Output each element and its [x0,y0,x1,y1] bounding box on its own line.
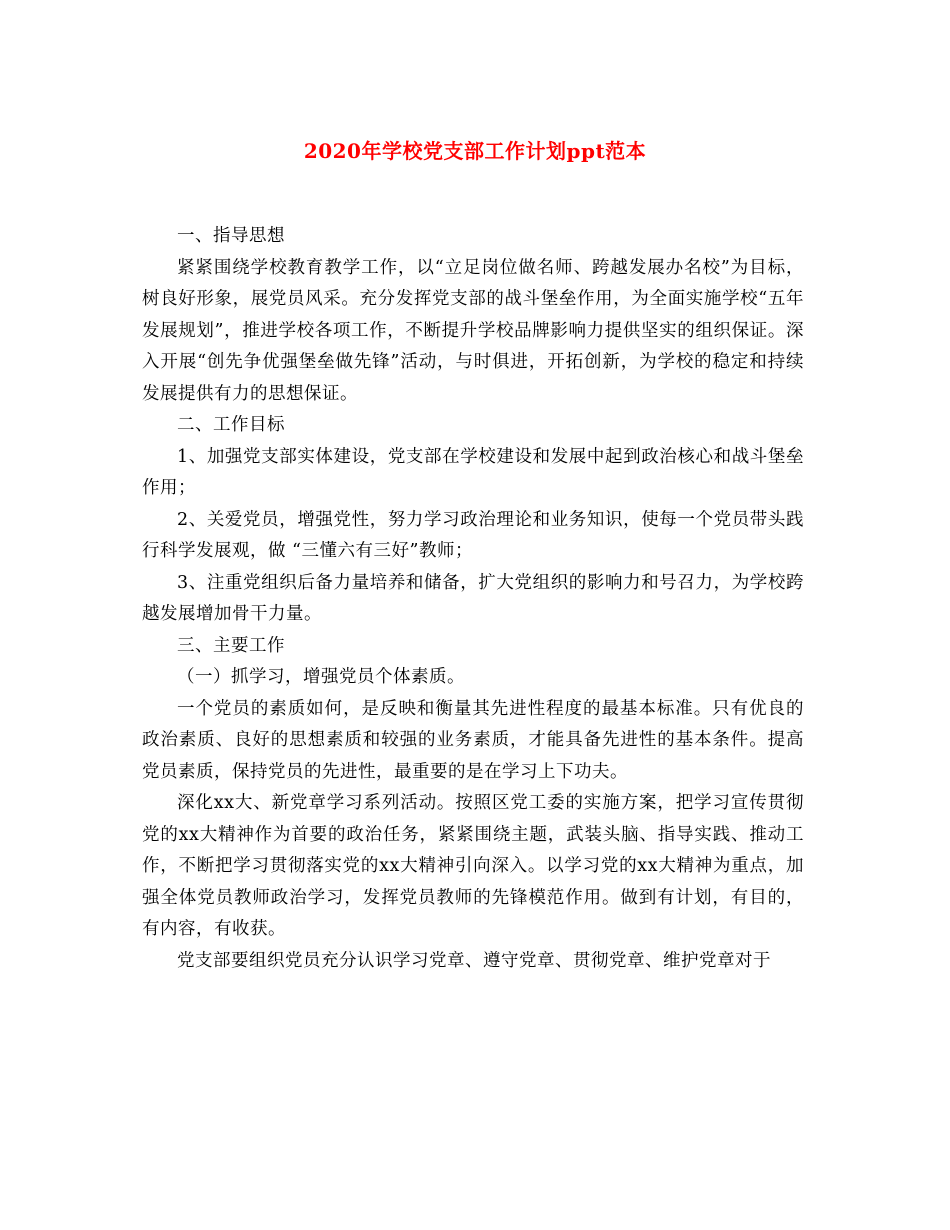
section-heading-guiding-ideology: 一、指导思想 [177,226,285,246]
document-title: 2020年学校党支部工作计划ppt范本 [303,139,647,163]
paragraph-party-constitution: 党支部要组织党员充分认识学习党章、遵守党章、贯彻党章、维护党章对于 [177,950,771,971]
paragraph-member-quality: 一个党员的素质如何，是反映和衡量其先进性程度的最基本标准。只有优良的政治素质、良好的思想素质和较强的业务素质，才能具备先进性的基本条件。提高党员素质，保持党员的先进性，最重要的是在学习上下功夫。 [142,698,804,782]
goal-item-2: 2、关爱党员，增强党性，努力学习政治理论和业务知识，使每一个党员带头践行科学发展观，做 “三懂六有三好”教师； [142,509,804,561]
paragraph-deepen-study: 深化xx大、新党章学习系列活动。按照区党工委的实施方案，把学习宣传贯彻党的xx大精神作为首要的政治任务，紧紧围绕主题，武装头脑、指导实践、推动工作，不断把学习贯彻落实党的xx大精神引向深入。以学习党的xx大精神为重点，加强全体党员教师政治学习，发挥党员教师的先锋模范作用。做到有计划，有目的，有内容，有收获。 [142,793,804,939]
goal-item-1: 1、加强党支部实体建设，党支部在学校建设和发展中起到政治核心和战斗堡垒作用； [142,446,804,498]
section-heading-work-goals: 二、工作目标 [177,415,285,435]
goal-item-3: 3、注重党组织后备力量培养和储备，扩大党组织的影响力和号召力，为学校跨越发展增加骨干力量。 [142,572,804,624]
document-body [142,221,804,977]
section-heading-main-work: 三、主要工作 [177,635,285,656]
subsection-heading-study: （一）抓学习，增强党员个体素质。 [177,667,465,687]
paragraph-guiding-ideology: 紧紧围绕学校教育教学工作，以“立足岗位做名师、跨越发展办名校”为目标，树良好形象，展党员风采。充分发挥党支部的战斗堡垒作用，为全面实施学校“五年发展规划”，推进学校各项工作，不断提升学校品牌影响力提供坚实的组织保证。深入开展“创先争优强堡垒做先锋”活动，与时俱进，开拓创新，为学校的稳定和持续发展提供有力的思想保证。 [142,257,804,404]
